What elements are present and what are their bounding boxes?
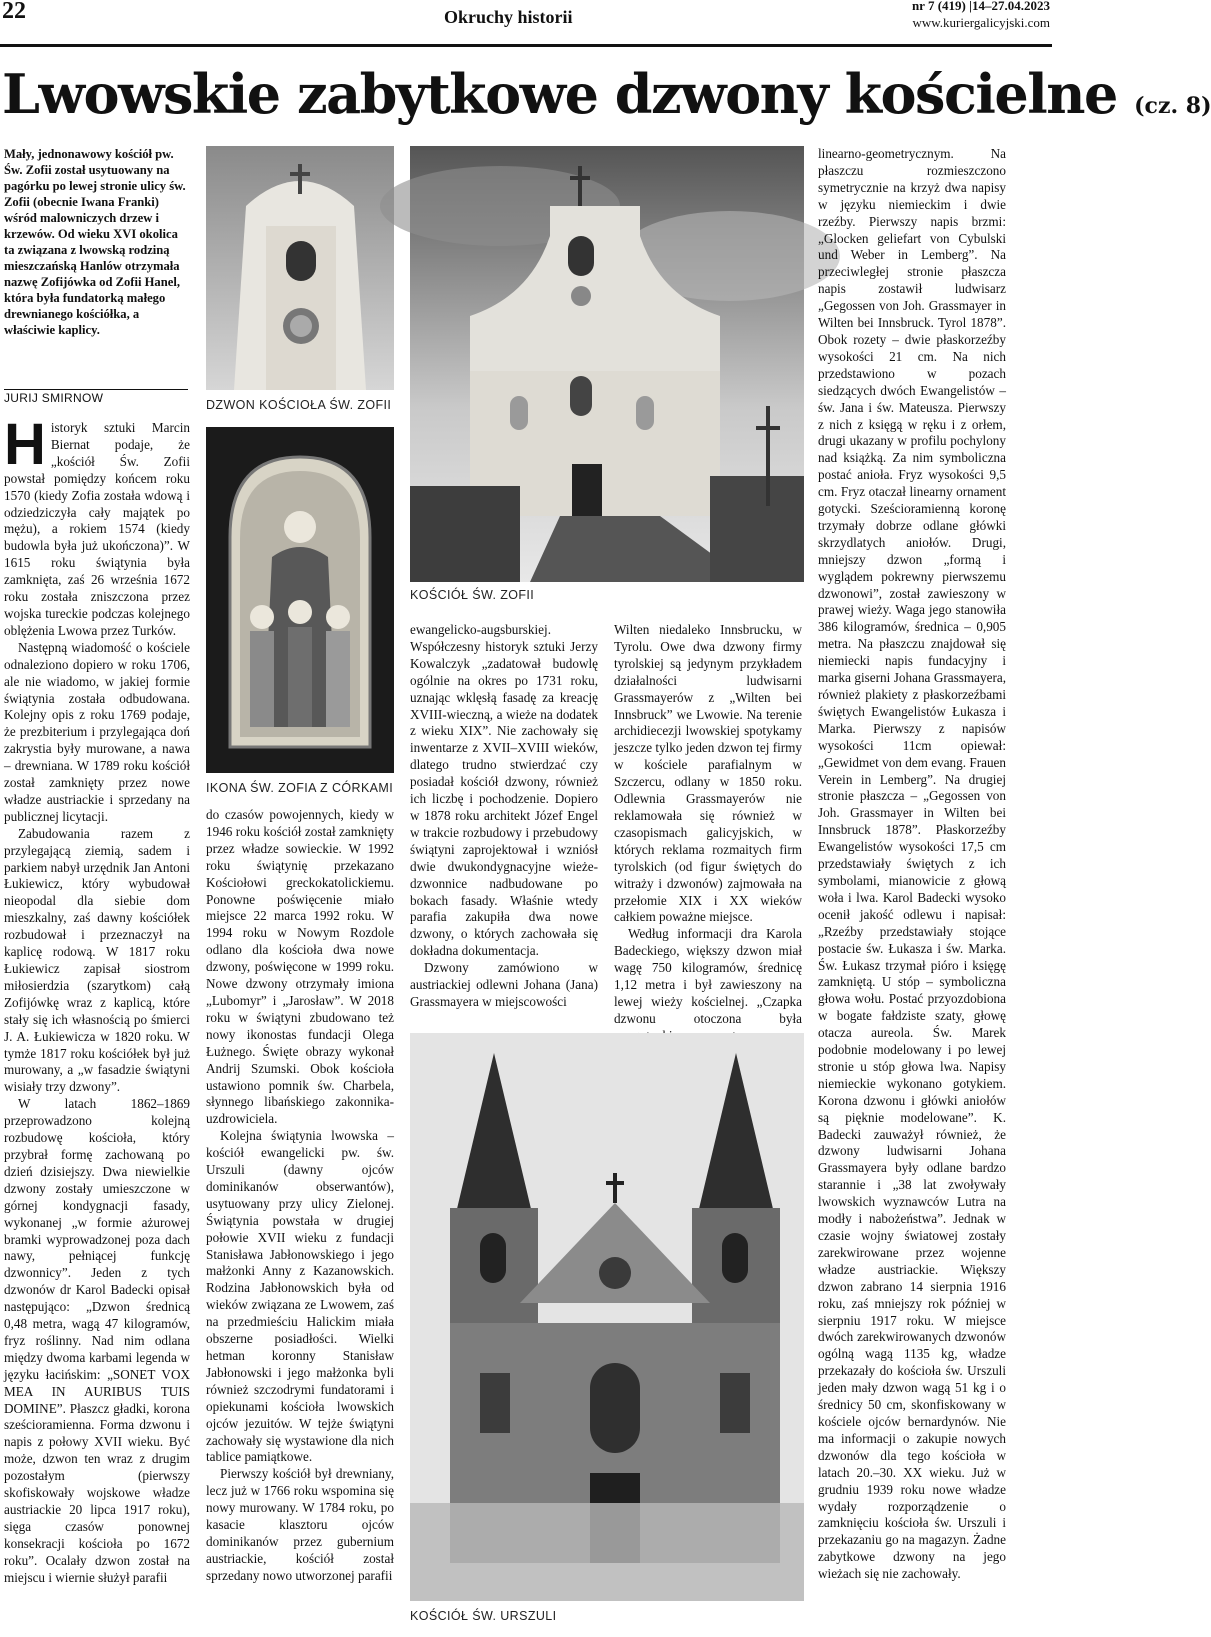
article-title-text: Lwowskie zabytkowe dzwony kościelne: [2, 62, 1117, 126]
paragraph: Kolejna świątynia lwowska – kościół ewangelicki pw. św. Urszuli (dawny ojców dominikanów obserwantów), usytuowany przy ulicy Zielonej. Świątynia powstała w drugiej połowie XVII wieku z fundacji Stanisława Jabłonowskiego i jego małżonki Anny z Kazanowskich. Rodzina Jabłonowskich była od wieków związana ze Lwowem, zaś na przedmieściu Halickim miała obszerne posiadłości. Wielki hetman koronny Stanisław Jabłonowski i jego małżonka byli również szczodrymi fundatorami i opiekunami kościoła lwowskich ojców jezuitów. W tejże świątyni zachowały się wystawione dla nich tablice pamiątkowe.: [206, 1128, 394, 1465]
paragraph: ewangelicko-augsburskiej. Współczesny historyk sztuki Jerzy Kowalczyk „zadatował budowlę ogólnie na okres po 1731 roku, uznając wklęsłą fasadę za kreację XVIII-wieczną, a wieże na dodatek z wieku XIX”. Nie zachowały się inwentarze z XVII–XVIII wieków, dlatego trudno stwierdzać czy posiadał kościół dzwony, również ich liczbę i pochodzenie. Dopiero w 1878 roku architekt Józef Engel w trakcie rozbudowy i przebudowy świątyni zaprojektował i wzniósł dwie dwukondygnacyjne wieże-dzwonnice nadbudowane po bokach fasady. Właśnie wtedy parafia zakupiła dwa nowe dzwony, o których zachowała się dokładna dokumentacja.: [410, 622, 598, 959]
paragraph: do czasów powojennych, kiedy w 1946 roku kościół został zamknięty przez władze sowieckie. W 1992 roku świątynię przekazano Kościołowi greckokatolickiemu. Ponowne poświęcenie miało miejsce 22 marca 1992 roku. W 1994 roku w Nowym Rozdole odlano dla kościoła dwa nowe dzwony, poświęcone w 1999 roku. Nowe dzwony otrzymały imiona „Lubomyr” i „Jarosław”. W 2018 roku w świątyni zbudowano też nowy ikonostas fundacji Olega Łużnego. Święte obrazy wykonał Andrij Szumski. Obok kościoła ustawiono pomnik św. Charbela, słynnego libańskiego zakonnika-uzdrowiciela.: [206, 807, 394, 1127]
drop-cap: H: [4, 412, 46, 477]
header-rule: [0, 44, 1052, 47]
ursula-church-image: [410, 1033, 804, 1601]
icon-photo: [206, 427, 394, 773]
icon-photo-caption: IKONA ŚW. ZOFIA Z CÓRKAMI: [206, 781, 394, 795]
page-number: 22: [2, 0, 26, 24]
issue-info: [912, 0, 1050, 31]
paragraph: istoryk sztuki Marcin Biernat podaje, że „kościół Św. Zofii powstał pomiędzy końcem roku 1570 (kiedy Zofia została wdową i odziedziczyła cały majątek po mężu), a rokiem 1574 (kiedy budowla była już ukończona)”. W 1615 roku świątynia była zamknięta, zaś 26 września 1672 roku została zniszczona przez wojska tureckie podczas kolejnego oblężenia Lwowa przez Turków.: [4, 420, 190, 638]
paragraph: Następną wiadomość o kościele odnaleziono dopiero w roku 1706, ale nie wiadomo, w jakiej formie świątynia została odbudowana. Kolejny opis z roku 1769 podaje, że prezbiterium i przylegająca doń zakrystia były murowane, a nawa – drewniana. W 1789 roku kościół został zamknięty przez nowe władze austriackie i sprzedany na publicznej licytacji.: [4, 639, 190, 824]
section-title: Okruchy historii: [444, 7, 573, 27]
article-part: (cz. 8): [1134, 93, 1211, 119]
article-title: [2, 62, 1211, 126]
bell-tower-photo: [206, 146, 394, 390]
website-link[interactable]: www.kuriergalicyjski.com: [912, 15, 1050, 30]
text-column-4: [614, 622, 802, 1026]
author-divider: [4, 389, 188, 390]
icon-image: [206, 427, 394, 773]
church-image: [410, 146, 804, 582]
paragraph: Dzwony zamówiono w austriackiej odlewni Johana (Jana) Grassmayera w miejscowości: [410, 960, 598, 1009]
ursula-church-photo: [410, 1033, 804, 1601]
text-column-5: [818, 146, 1006, 1635]
paragraph: Pierwszy kościół był drewniany, lecz już w 1766 roku wspomina się nowy murowany. W 1784 roku, po kasacie klasztoru ojców dominikanów przez gubernium austriackie, kościół został sprzedany nowo utworzonej parafii: [206, 1466, 394, 1583]
text-column-2: [206, 807, 394, 1635]
issue-number: nr 7 (419) |14–27.04.2023: [911, 0, 1050, 13]
page-header: [0, 0, 1052, 46]
ursula-photo-caption: KOŚCIÓŁ ŚW. URSZULI: [410, 1609, 557, 1623]
article-author: JURIJ SMIRNOW: [4, 391, 104, 405]
paragraph: linearno-geometrycznym. Na płaszczu rozmieszczono symetrycznie na krzyż dwa napisy w języku niemieckim i dwie rzeźby. Pierwszy napis brzmi: „Glocken geliefart von Cybulski und Weber in Lemberg”. Na przeciwległej stronie płaszcza napis zostawił ludwisarz „Gegossen von Joh. Grassmayer in Wilten bei Innsbruck. Tyrol 1878”. Obok rozety – dwie płaskorzeźby wysokości 21 cm. Na nich przedstawiono w pozach siedzących dwóch Ewangelistów – św. Jana i św. Mateusza. Pierwszy z nich z księgą w ręku i z orłem, drugi ukazany w profilu pochylony nad książką. Za nim symboliczna postać anioła. Fryz wysokości 9,5 cm. Fryz otaczał linearny ornament gotycki. Sześcioramienną koronę trzymały dobrze odlane główki skrzydlatych aniołów. Drugi, mniejszy dzwon „formą i wyglądem pokrewny pierwszemu dzwonowi”, został zawieszony w prawej wieży. Waga jego stanowiła 386 kilogramów, średnica – 0,905 metra. Na płaszczu znajdował się niemiecki napis fundacyjny i marka giserni Johana Grassmayera, również plakiety z płaskorzeźbami świętych Ewangelistów Łukasza i Marka. Pierwszy z napisów wysokości 11cm opiewał: „Gewidmet von dem evang. Frauen Verein in Lemberg”. Na drugiej stronie płaszcza – „Gegossen von Joh. Grassmayer in Wilten bei Innsbruck 1878”. Płaskorzeźby Ewangelistów wysokości 17,5 cm przedstawiały świętych z ich symbolami, mianowicie z głową woła i lwa. Karol Badecki wysoko ocenił jakość odlewu i napisał: „Rzeźby przedstawiały stojące postacie św. Łukasza i św. Marka. Św. Łukasz trzymał pióro i księgę zamkniętą. U stóp – symboliczna głowa wołu. Postać przyozdobiona w bogate fałdziste szaty, głowę otacza aureola. Św. Marek podobnie modelowany i po lewej stronie u stóp głowa lwa. Napisy niemieckie wykonano gotykiem. Korona dzwonu i główki aniołów są pięknie modelowane”. K. Badecki zauważył również, że dzwony ludwisarni Johana Grassmayera były odlane bardzo starannie i „38 lat zwoływały lwowskich wyznawców Lutra na modły i nabożeństwa”. Jednak w czasie wojny światowej zostały zarekwirowane przez wojenne władze austriackie. Większy dzwon zabrano 14 sierpnia 1916 roku, zaś mniejszy rok później w sierpniu 1917 roku. W miejsce dwóch zarekwirowanych dzwonów ogólną wagą 1135 kg, władze przekazały do kościoła św. Urszuli jeden mały dzwon wagą 51 kg i o średnicy 50 cm, skonfiskowany w kościele ojców bernardynów. Nie ma informacji o zakupie nowych dzwonów dla tego kościoła w latach 20.–30. XX wieku. Już w grudniu 1939 roku nowe władze wydały rozporządzenie o zamknięciu kościoła św. Urszuli i przekazaniu go na magazyn. Żadne zabytkowe dzwony na jego wieżach się nie zachowały.: [818, 146, 1006, 1582]
church-photo: [410, 146, 804, 582]
bell-photo-caption: DZWON KOŚCIOŁA ŚW. ZOFII: [206, 398, 392, 412]
paragraph: Według informacji dra Karola Badeckiego, większy dzwon miał wagę 750 kilogramów, średnicę 1,12 metra i był zawieszony na lewej wieży kościelnej. „Czapka dzwonu otoczona była: [614, 926, 802, 1026]
paragraph: W latach 1862–1869 przeprowadzono kolejną rozbudowę kościoła, który przybrał formę zachowaną po dzień dzisiejszy. Dwa niewielkie dzwony zostały umieszczone w górnej kondygnacji fasady, wykonanej „w formie ażurowej bramki wyprowadzonej poza dach nawy, pełniącej funkcję dzwonnicy”. Jeden z tych dzwonów dr Karol Badecki opisał następująco: „Dzwon średnicą 0,48 metra, wagą 47 kilogramów, fryz roślinny. Nad nim odlana między dwoma karbami legenda w języku łacińskim: „SONET VOX MEA IN AURIBUS TUIS DOMINE”. Płaszcz gładki, korona sześcioramienna. Forma dzwonu i napis z połowy XVII wieku. Być może, dzwon ten wraz z drugim pozostałym (pierwszy skofiskowały wojskowe władze austriackie 20 lipca 1917 roku), sięga czasów ponownej konsekracji kościoła po 1672 roku”. Ocalały dzwon został na miejscu i wiernie służył parafii: [4, 1096, 190, 1585]
bell-tower-image: [206, 146, 394, 390]
article-lead: Mały, jednonawowy kościół pw. Św. Zofii został usytuowany na pagórku po lewej stronie ulicy św. Zofii (obecnie Iwana Franki) wśród malowniczych drzew i krzewów. Od wieku XVI okolica ta związana z lwowską rodziną mieszczańską Hanlów otrzymała nazwę Zofijówka od Zofii Hanel, która była fundatorką małego drewnianego kościółka, a właściwie kaplicy.: [4, 147, 186, 337]
text-column-1: [4, 412, 190, 1635]
paragraph: Wilten niedaleko Innsbrucku, w Tyrolu. Owe dwa dzwony firmy tyrolskiej są jedynym przykładem działalności ludwisarni Grassmayerów z „Wilten bei Innsbruck” we Lwowie. Na terenie archidiecezji lwowskiej spotykamy jeszcze tylko jeden dzwon tej firmy w kościele parafialnym w Szczercu, odlany w 1850 roku. Odlewnia Grassmayerów nie reklamowała się również w czasopismach galicyjskich, w których reklama rozmaitych firm tyrolskich (od figur świętych do witraży i dzwonów) zajmowała na przełomie XIX i XX wieków całkiem poważne miejsce.: [614, 622, 802, 925]
paragraph: Zabudowania razem z przylegającą ziemią, sadem i parkiem nabył urzędnik Jan Antoni Łukiewicz, który wybudował nieopodal dla siebie dom mieszkalny, zaś dawny kościółek rozbudował i przeznaczył na kaplicę rodową. W 1817 roku Łukiewicz zapisał siostrom miłosierdzia (szarytkom) całą Zofijówkę wraz z kaplicą, które stały się ich własnością po śmierci J. A. Łukiewicza w 1820 roku. W tymże 1817 roku kościółek był już murowany, a „w fasadzie świątyni wisiały trzy dzwony”.: [4, 825, 190, 1095]
church-photo-caption: KOŚCIÓŁ ŚW. ZOFII: [410, 588, 535, 602]
text-column-3: [410, 622, 598, 1026]
